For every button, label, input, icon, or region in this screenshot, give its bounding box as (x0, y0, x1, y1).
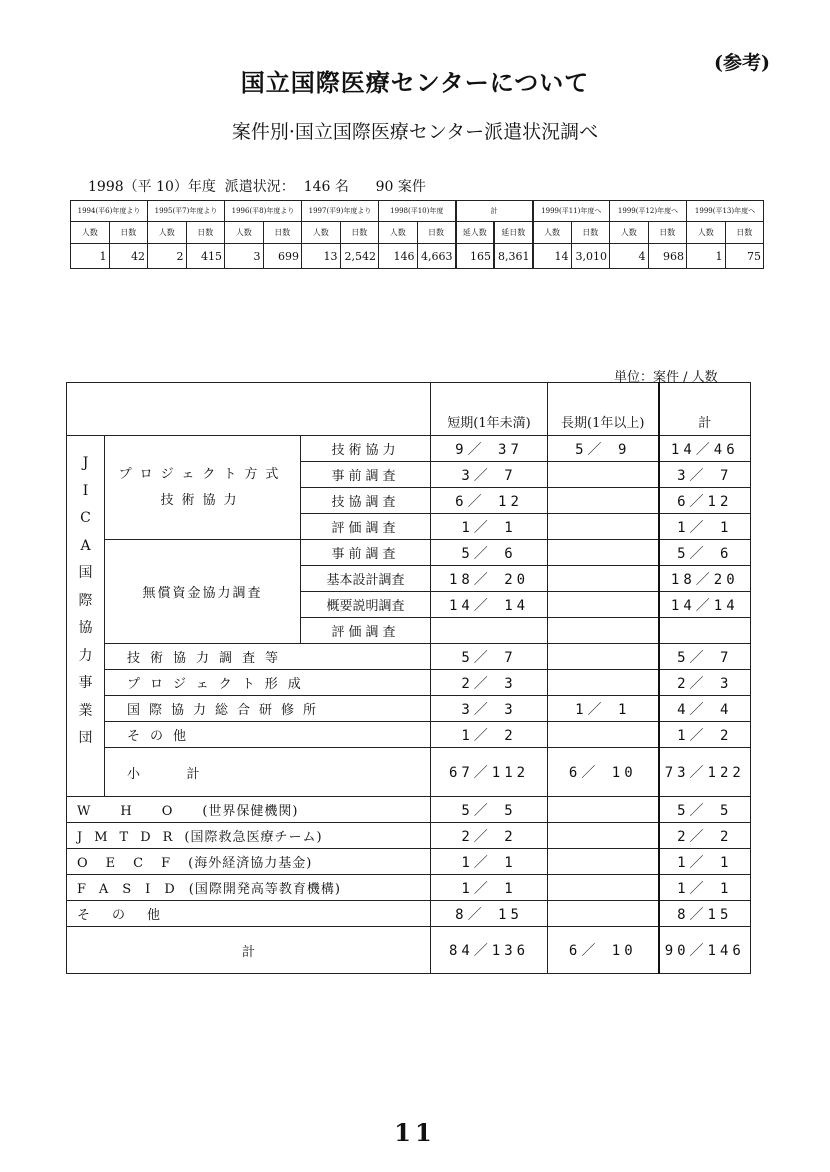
org-name: (国際開発高等教育機構) (188, 882, 341, 897)
cell-long (548, 462, 659, 488)
row-item: 評価調査 (301, 618, 431, 644)
cell-short: 5／ 6 (431, 540, 548, 566)
org-label (67, 823, 431, 849)
org-code: その他 (77, 908, 183, 923)
cell-total: 14／14 (659, 592, 751, 618)
grant-group-label: 無償資金協力調査 (105, 540, 301, 644)
table-row (67, 670, 751, 696)
header-row (67, 383, 751, 436)
value-cell: 42 (109, 244, 148, 269)
grand-total-label: 計 (67, 927, 431, 974)
cell-short: 2／ 3 (431, 670, 548, 696)
value-cell: 699 (263, 244, 302, 269)
project-group-label: プロジェクト方式 技術協力 (105, 436, 301, 540)
org-code: OECF (77, 856, 189, 871)
dispatch-table (70, 200, 764, 269)
row-item: 技術協力調査等 (105, 644, 431, 670)
sub-header: 日数 (109, 222, 148, 244)
org-label (67, 849, 431, 875)
cell-total: 4／ 4 (659, 696, 751, 722)
grand-total-short: 84／136 (431, 927, 548, 974)
cell-long (548, 670, 659, 696)
sub-header: 日数 (648, 222, 687, 244)
sub-header: 人数 (302, 222, 341, 244)
period-header: 1994(平6)年度より (71, 201, 148, 222)
cell-short: 1／ 1 (431, 514, 548, 540)
sub-header: 延日数 (494, 222, 533, 244)
cell-total: 2／ 2 (659, 823, 751, 849)
cell-total: 1／ 1 (659, 849, 751, 875)
cell-total: 5／ 7 (659, 644, 751, 670)
subtotal-long: 6／ 10 (548, 748, 659, 797)
cell-short: 1／ 1 (431, 849, 548, 875)
grand-total-total: 90／146 (659, 927, 751, 974)
table-row (67, 540, 751, 566)
cell-total: 14／46 (659, 436, 751, 462)
row-item: その他 (105, 722, 431, 748)
subtotal-total: 73／122 (659, 748, 751, 797)
row-item: 事前調査 (301, 462, 431, 488)
sub-header: 日数 (186, 222, 225, 244)
page-title: 国立国際医療センターについて (240, 68, 590, 97)
cell-short: 1／ 1 (431, 875, 548, 901)
sub-header: 日数 (571, 222, 610, 244)
cell-short: 5／ 5 (431, 797, 548, 823)
cell-long (548, 849, 659, 875)
period-header: 1998(平10)年度 (379, 201, 456, 222)
value-cell: 14 (533, 244, 572, 269)
cell-short: 9／ 37 (431, 436, 548, 462)
cell-long (548, 592, 659, 618)
row-item: 概要説明調査 (301, 592, 431, 618)
cell-short: 18／ 20 (431, 566, 548, 592)
value-cell: 3 (225, 244, 264, 269)
sub-header: 日数 (340, 222, 379, 244)
case-table (66, 382, 751, 974)
cell-long (548, 901, 659, 927)
table-row (67, 436, 751, 462)
value-cell: 146 (379, 244, 418, 269)
cell-short: 14／ 14 (431, 592, 548, 618)
period-header: 1996(平8)年度より (225, 201, 302, 222)
cell-total: 1／ 1 (659, 514, 751, 540)
org-row (67, 901, 751, 927)
row-item: 事前調査 (301, 540, 431, 566)
cell-total: 2／ 3 (659, 670, 751, 696)
row-item: 技協調査 (301, 488, 431, 514)
value-cell: 165 (456, 244, 495, 269)
sub-header: 人数 (71, 222, 110, 244)
cell-total: 6／12 (659, 488, 751, 514)
row-item: 基本設計調査 (301, 566, 431, 592)
sub-header: 人数 (533, 222, 572, 244)
sub-header: 人数 (148, 222, 187, 244)
value-cell: 1 (687, 244, 726, 269)
cell-total: 5／ 5 (659, 797, 751, 823)
grand-total-long: 6／ 10 (548, 927, 659, 974)
sub-header-row (71, 222, 764, 244)
cell-long (548, 644, 659, 670)
cell-short: 5／ 7 (431, 644, 548, 670)
org-code: WHO (77, 804, 203, 819)
org-row (67, 849, 751, 875)
cell-short (431, 618, 548, 644)
row-item: 技術協力 (301, 436, 431, 462)
cell-long: 1／ 1 (548, 696, 659, 722)
cell-short: 3／ 3 (431, 696, 548, 722)
dispatch-summary: 1998（平 10）年度 派遣状況： 146 名 90 案件 (88, 179, 426, 195)
cell-long (548, 566, 659, 592)
column-header-total: 計 (659, 383, 751, 436)
cell-long (548, 618, 659, 644)
sub-header: 日数 (725, 222, 764, 244)
org-label (67, 797, 431, 823)
page-number: 11 (394, 1118, 436, 1147)
org-row (67, 823, 751, 849)
cell-total (659, 618, 751, 644)
cell-long (548, 488, 659, 514)
value-cell: 2 (148, 244, 187, 269)
period-header: 1997(平9)年度より (302, 201, 379, 222)
org-name: (世界保健機関) (202, 804, 299, 819)
column-header-long: 長期(1年以上) (548, 383, 659, 436)
cell-total: 8／15 (659, 901, 751, 927)
jica-label (67, 436, 105, 797)
unit-label: 単位：案件 / 人数 (614, 370, 718, 385)
row-item: 国際協力総合研修所 (105, 696, 431, 722)
cell-long (548, 514, 659, 540)
reference-label: (参考) (714, 52, 770, 74)
org-name: (国際救急医療チーム) (184, 830, 323, 845)
org-name: (海外経済協力基金) (188, 856, 313, 871)
subtotal-row (67, 748, 751, 797)
period-header-total: 計 (456, 201, 533, 222)
grand-total-row (67, 927, 751, 974)
cell-total: 18／20 (659, 566, 751, 592)
org-row (67, 875, 751, 901)
table-row (67, 696, 751, 722)
org-label (67, 875, 431, 901)
cell-long: 5／ 9 (548, 436, 659, 462)
cell-long (548, 540, 659, 566)
cell-long (548, 823, 659, 849)
period-header: 1999(平12)年度へ (610, 201, 687, 222)
period-row (71, 201, 764, 222)
subtotal-short: 67／112 (431, 748, 548, 797)
value-cell: 4,663 (417, 244, 456, 269)
value-cell: 8,361 (494, 244, 533, 269)
org-code: JMTDR (77, 830, 185, 845)
cell-short: 1／ 2 (431, 722, 548, 748)
cell-total: 1／ 2 (659, 722, 751, 748)
table-row (67, 644, 751, 670)
sub-header: 日数 (417, 222, 456, 244)
value-cell: 3,010 (571, 244, 610, 269)
corner-cell (67, 383, 431, 436)
cell-total: 5／ 6 (659, 540, 751, 566)
value-cell: 13 (302, 244, 341, 269)
cell-short: 2／ 2 (431, 823, 548, 849)
cell-long (548, 875, 659, 901)
sub-header: 人数 (687, 222, 726, 244)
value-cell: 2,542 (340, 244, 379, 269)
cell-short: 6／ 12 (431, 488, 548, 514)
jica-vertical-text: J I C A 国 際 協 力 事 業 団 (78, 455, 93, 746)
sub-header: 人数 (379, 222, 418, 244)
sub-header: 人数 (610, 222, 649, 244)
cell-long (548, 722, 659, 748)
org-code: FASID (77, 882, 189, 897)
row-item: 評価調査 (301, 514, 431, 540)
cell-short: 8／ 15 (431, 901, 548, 927)
cell-total: 3／ 7 (659, 462, 751, 488)
period-header: 1999(平13)年度へ (687, 201, 764, 222)
value-cell: 75 (725, 244, 764, 269)
row-item: プロジェクト形成 (105, 670, 431, 696)
cell-total: 1／ 1 (659, 875, 751, 901)
cell-long (548, 797, 659, 823)
cell-short: 3／ 7 (431, 462, 548, 488)
column-header-short: 短期(1年未満) (431, 383, 548, 436)
period-header: 1995(平7)年度より (148, 201, 225, 222)
org-label (67, 901, 431, 927)
org-row (67, 797, 751, 823)
sub-header: 延人数 (456, 222, 495, 244)
value-row (71, 244, 764, 269)
sub-header: 人数 (225, 222, 264, 244)
sub-header: 日数 (263, 222, 302, 244)
period-header: 1999(平11)年度へ (533, 201, 610, 222)
value-cell: 968 (648, 244, 687, 269)
subtotal-label: 小 計 (105, 748, 431, 797)
value-cell: 4 (610, 244, 649, 269)
page-subtitle: 案件別·国立国際医療センター派遣状況調べ (231, 121, 599, 143)
table-row (67, 722, 751, 748)
value-cell: 415 (186, 244, 225, 269)
value-cell: 1 (71, 244, 110, 269)
